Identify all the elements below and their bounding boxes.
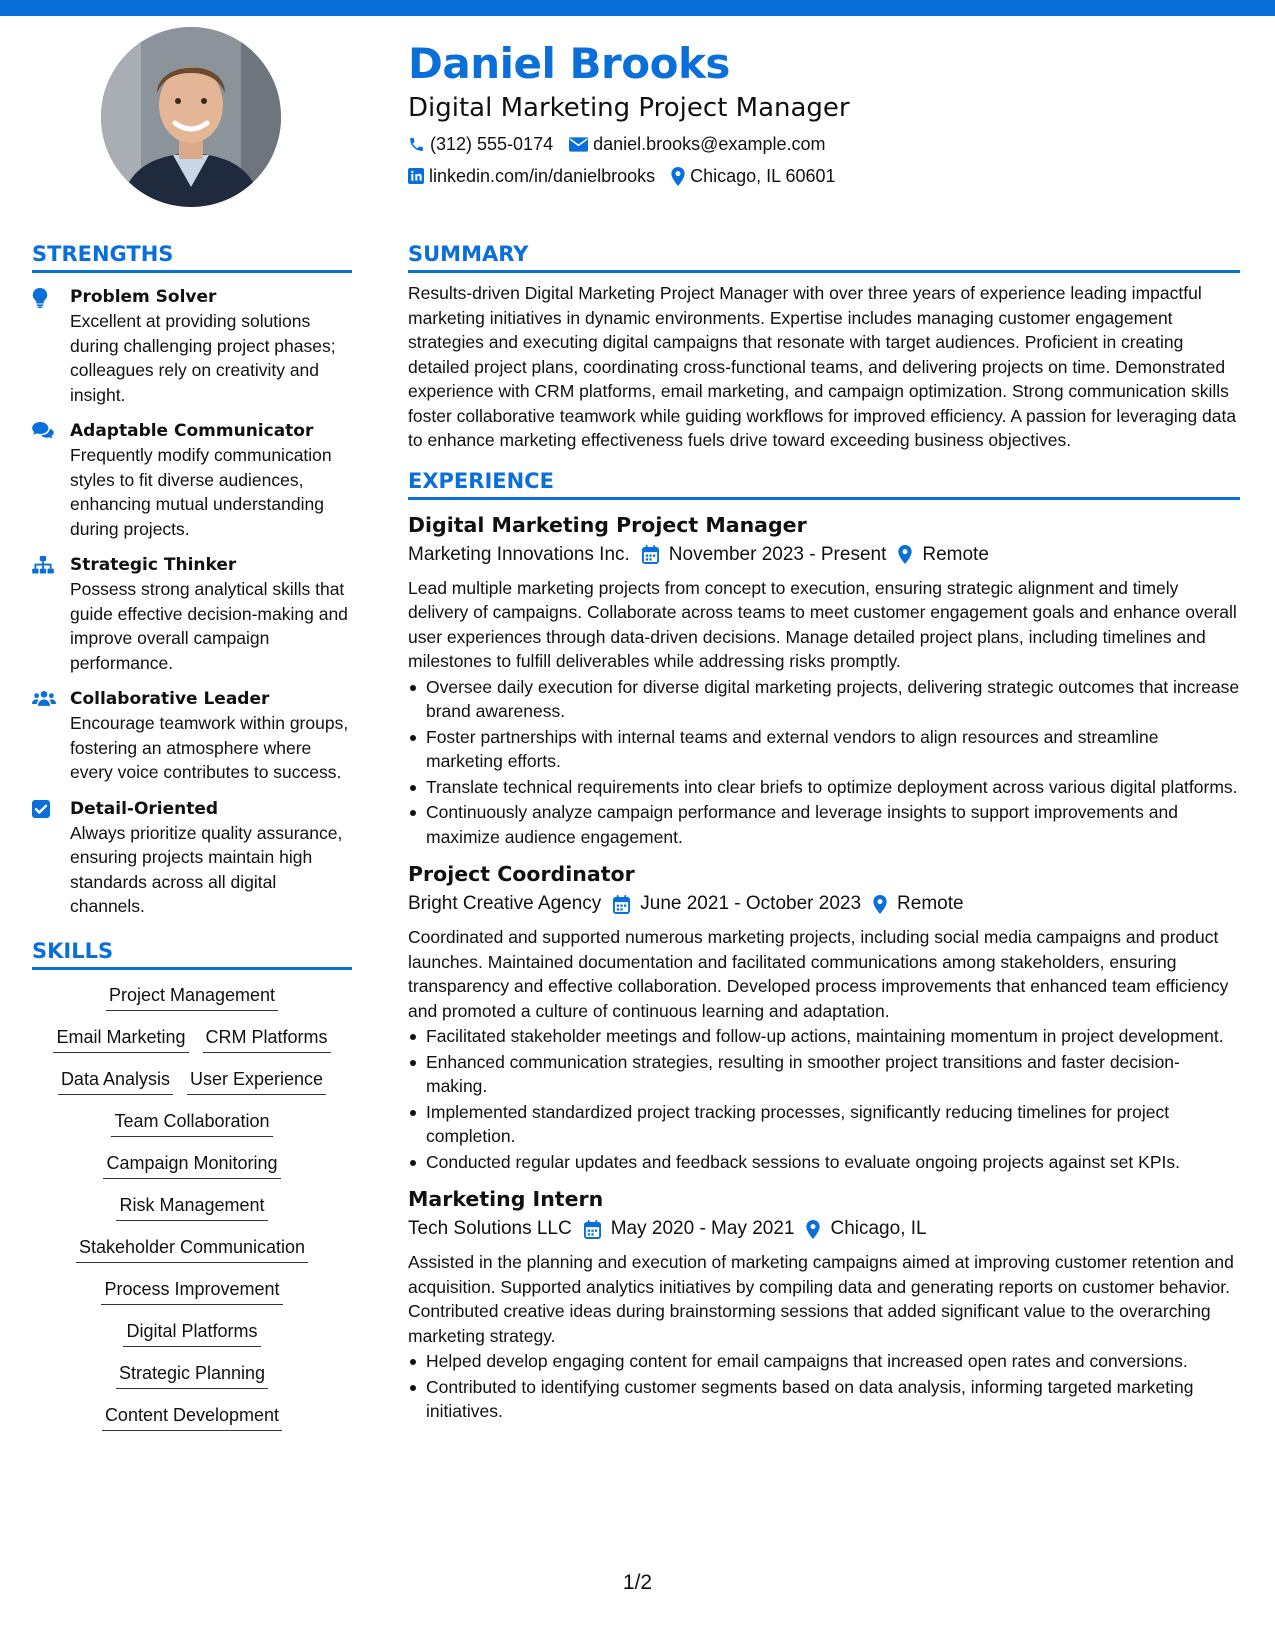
location-text: Chicago, IL 60601 <box>690 166 836 186</box>
skill-tag: Data Analysis <box>58 1066 173 1095</box>
strength-item <box>32 285 352 407</box>
experience-heading: EXPERIENCE <box>408 467 1240 500</box>
strength-desc: Always prioritize quality assurance, ensuring projects maintain high standards across all digital channels. <box>70 822 343 916</box>
job-dates: June 2021 - October 2023 <box>640 893 862 914</box>
lightbulb-icon <box>32 288 48 308</box>
sitemap-icon <box>32 556 54 574</box>
summary-heading: SUMMARY <box>408 240 1240 273</box>
contact-location <box>671 164 835 188</box>
job-bullet: Enhanced communication strategies, resulting in smoother project transitions and faster decision-making. <box>408 1050 1240 1099</box>
phone-icon <box>408 136 425 153</box>
profile-photo <box>101 27 281 207</box>
job-bullet: Foster partnerships with internal teams and external vendors to align resources and streamline marketing efforts. <box>408 725 1240 774</box>
skill-tag: Content Development <box>102 1402 282 1431</box>
strength-title: Problem Solver <box>70 287 217 307</box>
skill-tag: Process Improvement <box>101 1276 282 1305</box>
strength-desc: Encourage teamwork within groups, fostering an atmosphere where every voice contributes to success. <box>70 713 349 782</box>
candidate-name: Daniel Brooks <box>408 39 730 88</box>
job-bullet: Oversee daily execution for diverse digital marketing projects, delivering strategic outcomes that increase brand awareness. <box>408 675 1240 724</box>
strength-desc: Excellent at providing solutions during challenging project phases; colleagues rely on creativity and insight. <box>70 311 336 405</box>
strength-item <box>32 687 352 785</box>
strength-title: Collaborative Leader <box>70 689 270 709</box>
resume-header <box>408 36 1238 188</box>
skill-tag: CRM Platforms <box>203 1024 331 1053</box>
job-bullet: Contributed to identifying customer segments based on data analysis, informing targeted marketing initiatives. <box>408 1375 1240 1424</box>
job-bullet: Facilitated stakeholder meetings and follow-up actions, maintaining momentum in project development. <box>408 1024 1240 1049</box>
calendar-icon <box>642 545 659 564</box>
job-company: Bright Creative Agency <box>408 893 602 914</box>
strength-item <box>32 797 352 919</box>
job-description: Assisted in the planning and execution of marketing campaigns aimed at improving customer retention and acquisition. Supported analytics initiatives by compiling data and generating reports on customer behavior. Contributed creative ideas during brainstorming sessions that added significant value to the overarching marketing strategy. <box>408 1252 1234 1346</box>
strength-item <box>32 553 352 675</box>
job-bullets <box>408 675 1240 850</box>
left-column <box>32 240 352 1444</box>
skill-tag: Email Marketing <box>53 1024 188 1053</box>
job-bullet: Translate technical requirements into clear briefs to optimize deployment across various digital platforms. <box>408 775 1240 800</box>
job-company: Marketing Innovations Inc. <box>408 543 630 565</box>
strength-title: Strategic Thinker <box>70 555 237 575</box>
right-column <box>408 240 1240 1424</box>
job-bullets <box>408 1349 1240 1424</box>
users-icon <box>32 690 56 706</box>
contact-row-1 <box>408 132 1238 156</box>
job-location: Chicago, IL <box>830 1218 927 1239</box>
summary-text: Results-driven Digital Marketing Project Manager with over three years of experience leading impactful marketing initiatives in dynamic environments. Expertise includes managing customer engagement strategies and executing digital campaigns that resonate with target audiences. Proficient in creating detailed project plans, coordinating cross-functional teams, and delivering projects on time. Demonstrated experience with CRM platforms, email marketing, and campaign optimization. Strong communication skills foster collaborative teamwork while guiding workflows for improved efficiency. A passion for leveraging data to enhance marketing effectiveness fuels drive toward exceeding business objectives. <box>408 283 1237 450</box>
job-dates: May 2020 - May 2021 <box>610 1218 795 1239</box>
job-bullet: Conducted regular updates and feedback sessions to evaluate ongoing projects against set KPIs. <box>408 1150 1240 1175</box>
skill-tag: Team Collaboration <box>111 1108 272 1137</box>
contact-linkedin[interactable] <box>408 164 655 188</box>
strength-desc: Possess strong analytical skills that guide effective decision-making and improve overall campaign performance. <box>70 579 348 673</box>
email-text: daniel.brooks@example.com <box>593 134 826 154</box>
job-description: Coordinated and supported numerous marketing projects, including social media campaigns and product launches. Maintained documentation and facilitated communications among stakeholders, ensuring transparency and effective collaboration. Developed process improvements that enhanced team efficiency and promoted a culture of continuous learning and adaptation. <box>408 927 1229 1021</box>
job-bullet: Continuously analyze campaign performance and leverage insights to support improvements and maximize audience engagement. <box>408 800 1240 849</box>
checkbox-icon <box>32 800 50 818</box>
job-bullet: Helped develop engaging content for email campaigns that increased open rates and conversions. <box>408 1349 1240 1374</box>
chat-bubbles-icon <box>32 422 54 440</box>
skill-tag: Risk Management <box>116 1192 267 1221</box>
strength-title: Adaptable Communicator <box>70 421 314 441</box>
job-meta <box>408 889 1240 919</box>
job-entry <box>408 859 1240 1174</box>
job-entry <box>408 1184 1240 1424</box>
job-location: Remote <box>897 893 964 914</box>
skill-tag: User Experience <box>187 1066 326 1095</box>
linkedin-text: linkedin.com/in/danielbrooks <box>429 166 656 186</box>
job-role: Marketing Intern <box>408 1187 604 1211</box>
job-meta <box>408 1214 1240 1244</box>
skill-tag: Strategic Planning <box>116 1360 268 1389</box>
strength-desc: Frequently modify communication styles to fit diverse audiences, enhancing mutual understanding during projects. <box>70 445 332 539</box>
envelope-icon <box>569 137 588 152</box>
map-pin-icon <box>898 545 912 564</box>
skill-tag: Campaign Monitoring <box>103 1150 280 1179</box>
map-pin-icon <box>671 167 685 186</box>
job-company: Tech Solutions LLC <box>408 1218 572 1239</box>
page-number: 1/2 <box>622 1571 653 1594</box>
job-entry <box>408 510 1240 850</box>
strengths-heading: STRENGTHS <box>32 240 352 273</box>
job-role: Digital Marketing Project Manager <box>408 512 807 537</box>
job-dates: November 2023 - Present <box>668 543 887 565</box>
phone-text: (312) 555-0174 <box>430 134 554 154</box>
skills-heading: SKILLS <box>32 937 352 970</box>
job-role: Project Coordinator <box>408 862 635 886</box>
map-pin-icon <box>806 1220 820 1239</box>
skills-list <box>32 982 352 1444</box>
job-meta <box>408 540 1240 570</box>
contact-phone[interactable] <box>408 132 553 156</box>
job-location: Remote <box>922 543 989 565</box>
skill-tag: Project Management <box>106 982 278 1011</box>
skill-tag: Stakeholder Communication <box>76 1234 308 1263</box>
job-bullets <box>408 1024 1240 1174</box>
linkedin-icon <box>408 168 424 184</box>
calendar-icon <box>584 1220 601 1239</box>
strengths-list <box>32 285 352 919</box>
calendar-icon <box>613 895 630 914</box>
contact-email[interactable] <box>569 132 825 156</box>
map-pin-icon <box>873 895 887 914</box>
top-accent-bar <box>0 0 1275 16</box>
contact-row-2 <box>408 164 1238 188</box>
job-description: Lead multiple marketing projects from concept to execution, ensuring strategic alignment and timely delivery of campaigns. Collaborate across teams to meet customer engagement goals and enhance overall user experiences through data-driven decisions. Manage detailed project plans, including timelines and milestones to fulfill deliverables while addressing risks promptly. <box>408 577 1237 671</box>
skill-tag: Digital Platforms <box>123 1318 260 1347</box>
job-bullet: Implemented standardized project tracking processes, significantly reducing timelines for project completion. <box>408 1100 1240 1149</box>
strength-title: Detail-Oriented <box>70 798 219 819</box>
strength-item <box>32 419 352 541</box>
candidate-title: Digital Marketing Project Manager <box>408 93 850 123</box>
